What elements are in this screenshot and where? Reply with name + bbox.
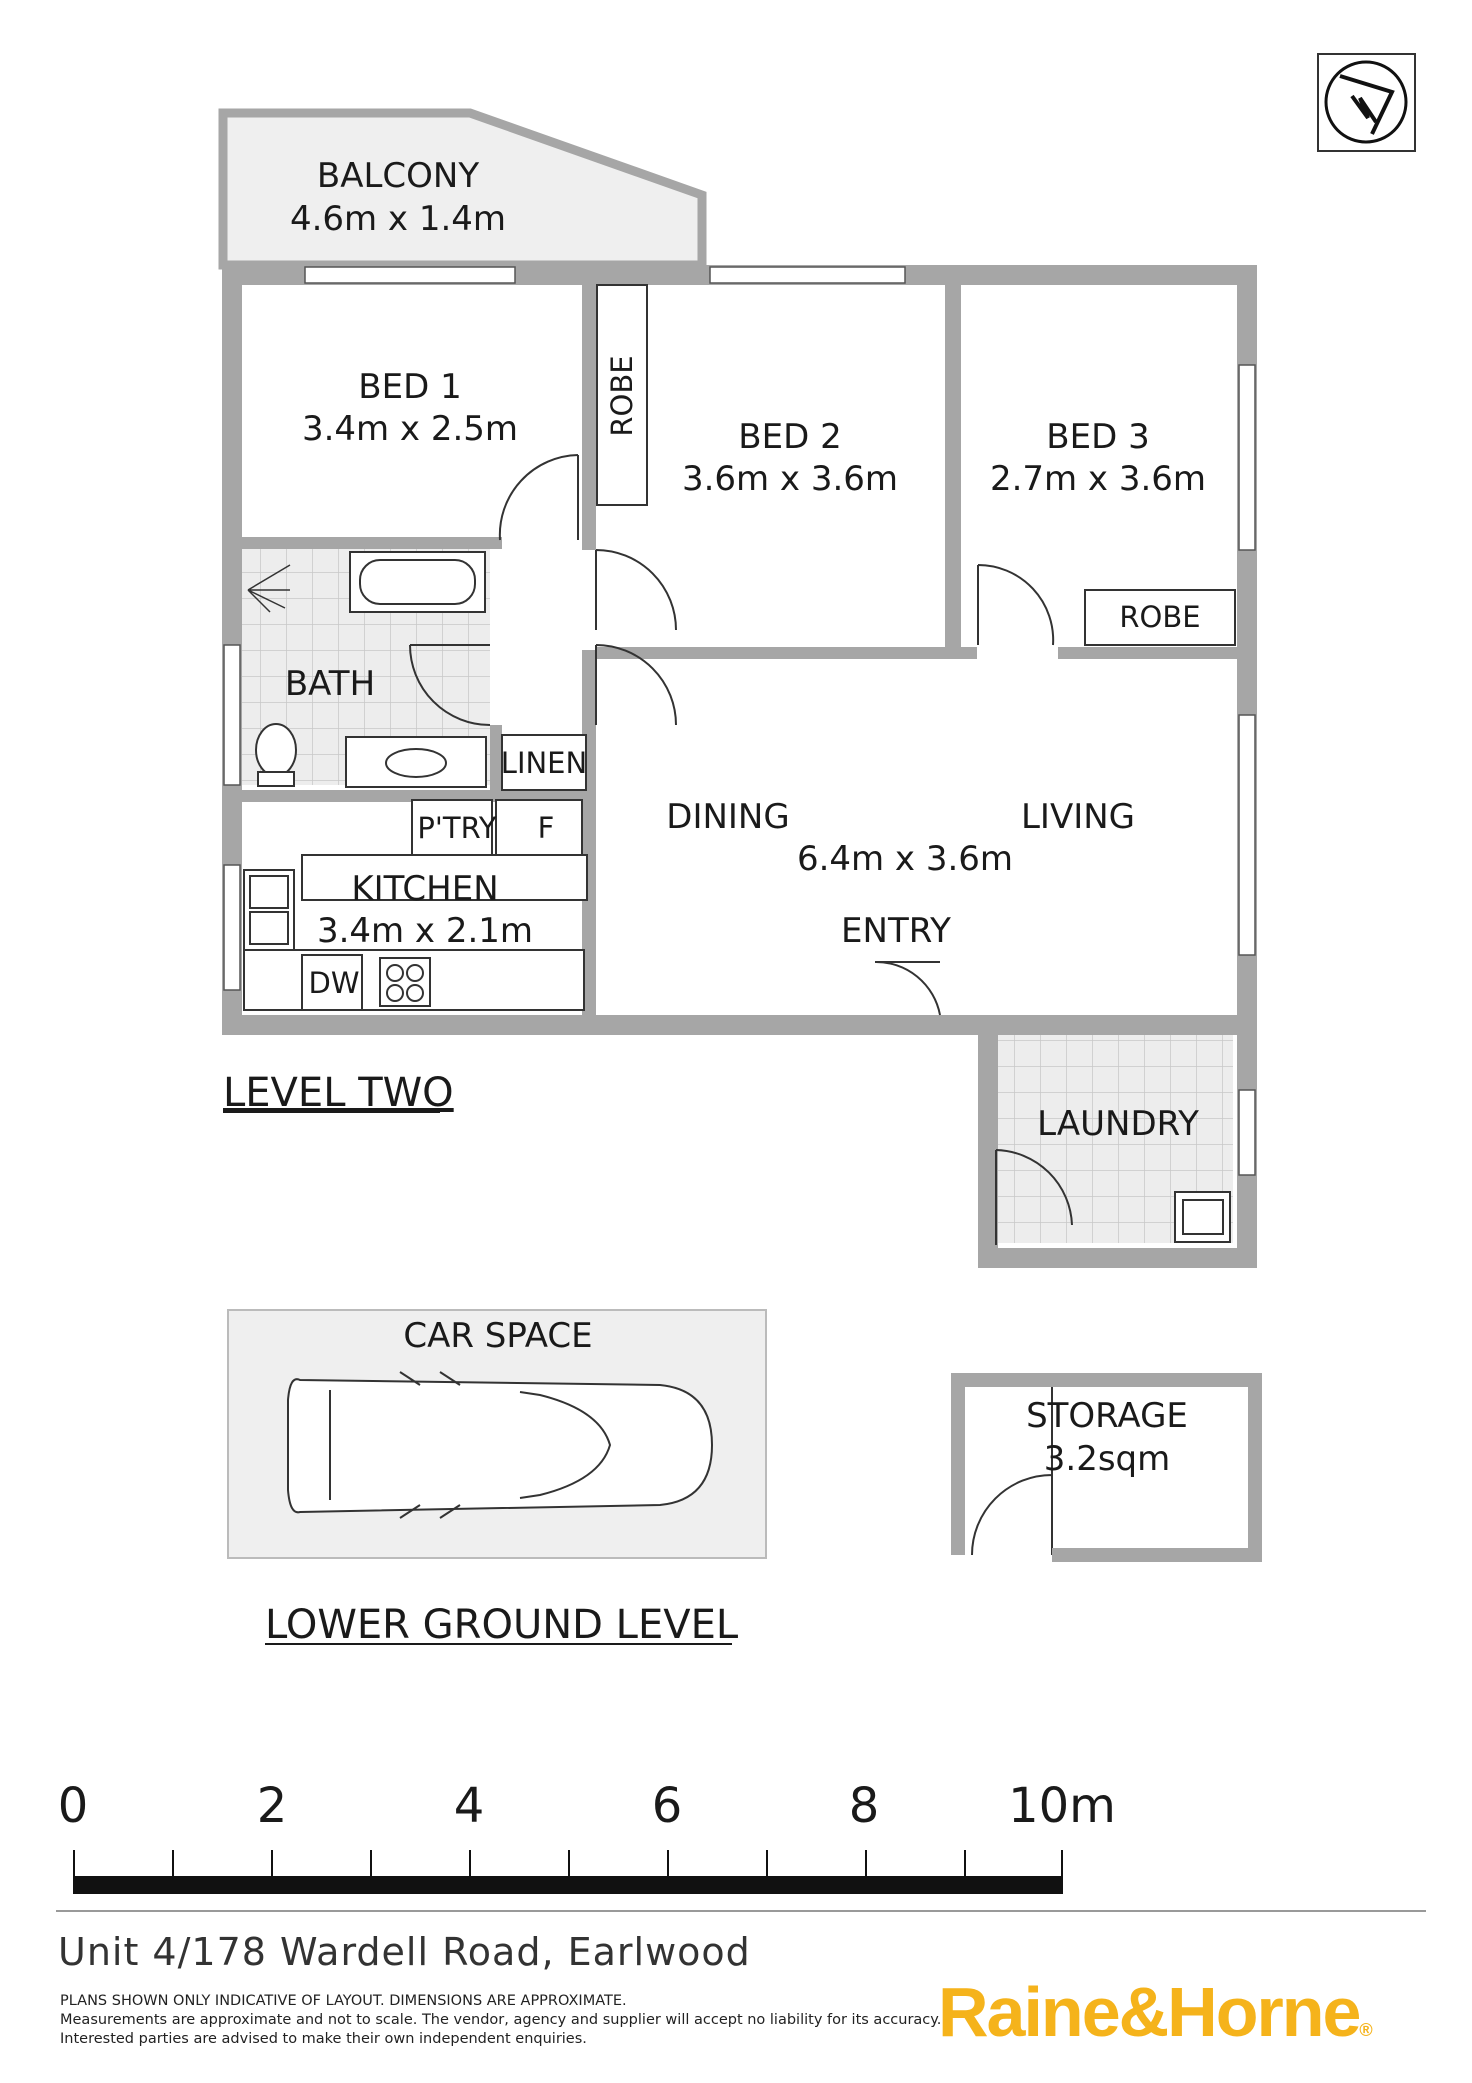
- fridge-label: F: [537, 811, 555, 845]
- scale-label-0: 0: [57, 1778, 89, 1834]
- property-address: Unit 4/178 Wardell Road, Earlwood: [58, 1930, 751, 1974]
- scale-label-6: 6: [651, 1778, 683, 1834]
- bed1-size: 3.4m x 2.5m: [301, 409, 519, 449]
- dw-label: DW: [308, 966, 360, 1000]
- scale-label-8: 8: [848, 1778, 880, 1834]
- bed3-name: BED 3: [1046, 417, 1150, 457]
- disclaimer-line-1: PLANS SHOWN ONLY INDICATIVE OF LAYOUT. DIMENSIONS ARE APPROXIMATE.: [60, 1993, 627, 2009]
- north-arrow-icon: [1318, 54, 1415, 151]
- storage-size: 3.2sqm: [1043, 1439, 1171, 1479]
- laundry-tub: [1175, 1192, 1230, 1242]
- kitchen-name: KITCHEN: [351, 869, 499, 909]
- registered-mark: ®: [1359, 2020, 1373, 2040]
- kitchen-size: 3.4m x 2.1m: [316, 911, 534, 951]
- scale-label-2: 2: [256, 1778, 288, 1834]
- balcony-size: 4.6m x 1.4m: [289, 199, 507, 239]
- robe2-label: ROBE: [1119, 600, 1201, 634]
- entry-label: ENTRY: [841, 911, 951, 951]
- balcony-name: BALCONY: [316, 156, 480, 196]
- bath-label: BATH: [284, 664, 376, 704]
- bed2-size: 3.6m x 3.6m: [681, 459, 899, 499]
- pantry-label: P'TRY: [417, 811, 497, 845]
- scale-label-10: 10m: [1008, 1778, 1116, 1834]
- bed3-size: 2.7m x 3.6m: [989, 459, 1207, 499]
- disclaimer-line-2: Measurements are approximate and not to scale. The vendor, agency and supplier will accept no liability for its accuracy.: [60, 2012, 942, 2028]
- bed1-name: BED 1: [358, 367, 462, 407]
- scale-label-4: 4: [453, 1778, 485, 1834]
- brand-logo: [938, 1972, 1373, 2052]
- dining-living-size: 6.4m x 3.6m: [796, 839, 1014, 879]
- linen-label: LINEN: [500, 746, 588, 780]
- storage-name: STORAGE: [1026, 1396, 1188, 1436]
- robe1-label: ROBE: [605, 355, 639, 437]
- scale-bar: [58, 1778, 1116, 1894]
- living-label: LIVING: [1020, 797, 1136, 837]
- car-space-label: CAR SPACE: [403, 1316, 593, 1356]
- lower-ground-title: LOWER GROUND LEVEL: [265, 1602, 739, 1648]
- dining-label: DINING: [666, 797, 790, 837]
- disclaimer: [60, 1992, 942, 2049]
- laundry-label: LAUNDRY: [1037, 1104, 1199, 1144]
- bed2-name: BED 2: [738, 417, 842, 457]
- disclaimer-line-3: Interested parties are advised to make their own independent enquiries.: [60, 2031, 587, 2047]
- level-two-title: LEVEL TWO: [223, 1070, 454, 1116]
- footer-divider: [56, 1910, 1426, 1912]
- brand-name: Raine&Horne: [938, 1973, 1360, 2051]
